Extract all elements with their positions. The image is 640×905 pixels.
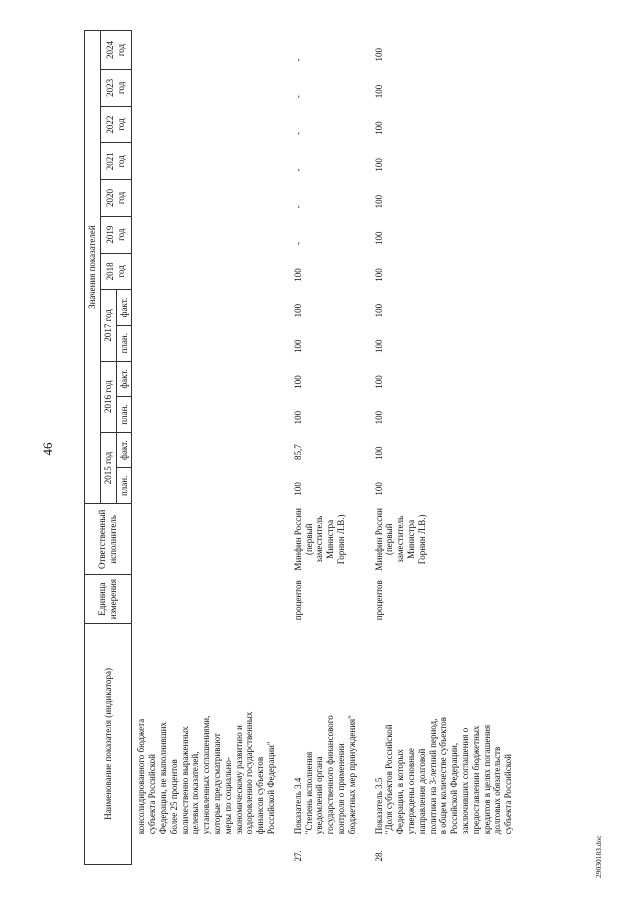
header-2021: 2021 год — [100, 143, 132, 180]
header-name: Наименование показателя (индикатора) — [85, 623, 132, 864]
header-2024: 2024 год — [100, 31, 132, 70]
header-2023: 2023 год — [100, 70, 132, 107]
header-2015: 2015 год — [100, 432, 116, 503]
row-27-2015-plan: 100 — [292, 482, 303, 496]
header-responsible: Ответственный исполнитель — [85, 504, 132, 575]
row-28-2015-fact: 100 — [373, 446, 384, 460]
row-28-2017-plan: 100 — [373, 339, 384, 354]
row-27-2016-plan: 100 — [292, 410, 303, 425]
row-28-2024: 100 — [373, 48, 384, 62]
row-28-2022: 100 — [373, 121, 384, 135]
header-2020: 2020 год — [100, 180, 132, 217]
header-2022: 2022 год — [100, 106, 132, 143]
row-27-2022: - — [292, 131, 303, 135]
row-27-2023: - — [292, 95, 303, 99]
row-28-2020: 100 — [373, 194, 384, 209]
header-2016: 2016 год — [100, 361, 116, 432]
rotated-table-container — [84, 30, 624, 865]
row-27-name: Показатель 3.4 "Степень исполнения уведомлений органа государственного финансового контроля о применении бюджетных мер принуждения" — [292, 715, 357, 835]
table-row-27 — [279, 31, 360, 865]
row-27-number: 27. — [292, 850, 303, 862]
table-row-continuation — [132, 31, 279, 865]
row-continuation-name: консолидированного бюджета субъекта Российской Федерации, не выполнивших более 25 процентов количественно выраженных целевых показателей, установленных соглашениями, которые предусматривают меры по социально- экономическому развитию и оздоровлению государственных финансов субъектов Российской Федерации" — [136, 711, 276, 835]
header-2015-fact: факт. — [116, 432, 132, 468]
row-28-unit: процентов — [373, 580, 384, 621]
row-27-2020: - — [292, 205, 303, 209]
indicators-table — [84, 30, 516, 865]
row-28-2017-fact: 100 — [373, 303, 384, 318]
table-body — [132, 31, 516, 865]
row-28-2021: 100 — [373, 158, 384, 172]
footer-file-code: 2903018З.doc — [594, 835, 603, 878]
row-27-responsible: Минфин России (первый заместитель Министра Горнин Л.В.) — [292, 508, 346, 571]
row-28-2018: 100 — [373, 268, 384, 282]
table-header — [85, 31, 132, 865]
row-28-2023: 100 — [373, 84, 384, 99]
row-28-2016-plan: 100 — [373, 410, 384, 425]
row-27-2015-fact: 85,7 — [292, 444, 303, 460]
row-28-2016-fact: 100 — [373, 375, 384, 389]
header-2019: 2019 год — [100, 216, 132, 253]
table-row-28 — [360, 31, 516, 865]
row-28-name: Показатель 3.5 "Доля субъектов Российской Федерации, в которых утверждены основные направления долговой политики на 3-летний период, в общем количестве субъектов Российской Федерации, заключивших соглашения о предоставлении бюджетных кредитов в целях погашения долговых обязательств субъекта Российской — [373, 716, 514, 835]
page-number: 46 — [40, 442, 55, 456]
header-unit: Единица измерения — [85, 575, 132, 623]
header-2018: 2018 год — [100, 253, 132, 290]
header-2017: 2017 год — [100, 290, 116, 361]
row-28-number: 28. — [373, 850, 384, 862]
header-2016-fact: факт. — [116, 361, 132, 397]
row-28-2019: 100 — [373, 231, 384, 246]
row-27-unit: процентов — [292, 580, 303, 621]
header-2016-plan: план. — [116, 397, 132, 433]
header-2015-plan: план. — [116, 468, 132, 504]
row-27-2019: - — [292, 242, 303, 246]
header-values-group: Значения показателей — [85, 31, 101, 504]
row-28-2015-plan: 100 — [373, 482, 384, 496]
header-2017-fact: факт. — [116, 290, 132, 326]
row-27-2024: - — [292, 58, 303, 62]
row-28-responsible: Минфин России (первый заместитель Министра Горнин Л.В.) — [373, 508, 427, 571]
row-num-empty — [132, 837, 279, 864]
row-27-2018: 100 — [292, 268, 303, 282]
row-27-2016-fact: 100 — [292, 375, 303, 389]
row-27-2017-plan: 100 — [292, 339, 303, 354]
row-27-2021: - — [292, 168, 303, 172]
header-2017-plan: план. — [116, 325, 132, 361]
row-27-2017-fact: 100 — [292, 303, 303, 318]
